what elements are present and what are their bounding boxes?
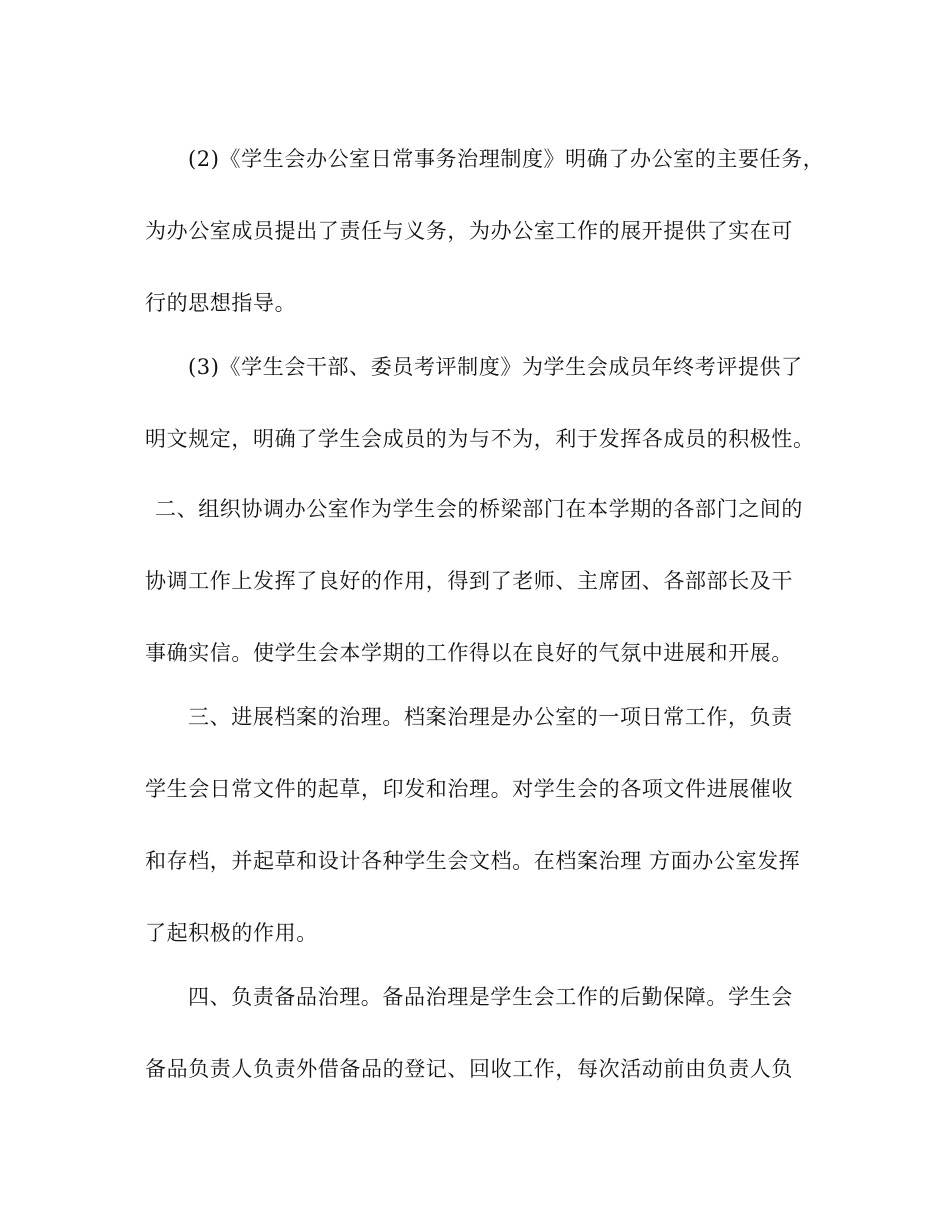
section-3-line-2: 学生会日常文件的起草，印发和治理。对学生会的各项文件进展催收: [145, 777, 793, 801]
section-3-line-3: 和存档，并起草和设计各种学生会文档。在档案治理 方面办公室发挥: [145, 849, 801, 873]
section-4-line-2: 备品负责人负责外借备品的登记、回收工作，每次活动前由负责人负: [145, 1057, 793, 1081]
section-3-line-4: 了起积极的作用。: [145, 921, 318, 945]
section-2-line-2: 协调工作上发挥了良好的作用，得到了老师、主席团、各部部长及干: [145, 569, 793, 593]
paragraph-2-line-1: (2)《学生会办公室日常事务治理制度》明确了办公室的主要任务，: [188, 147, 825, 171]
section-3-line-1: 三、进展档案的治理。档案治理是办公室的一项日常工作，负责: [188, 705, 793, 729]
paragraph-2-line-3: 行的思想指导。: [145, 291, 297, 315]
section-2-line-1: 二、组织协调办公室作为学生会的桥梁部门在本学期的各部门之间的: [155, 497, 803, 521]
paragraph-3-line-1: (3)《学生会干部、委员考评制度》为学生会成员年终考评提供了: [188, 355, 803, 379]
section-2-line-3: 事确实信。使学生会本学期的工作得以在良好的气氛中进展和开展。: [145, 641, 793, 665]
paragraph-2-line-2: 为办公室成员提出了责任与义务，为办公室工作的展开提供了实在可: [145, 219, 793, 243]
section-4-line-1: 四、负责备品治理。备品治理是学生会工作的后勤保障。学生会: [188, 985, 793, 1009]
paragraph-3-line-2: 明文规定，明确了学生会成员的为与不为，利于发挥各成员的积极性。: [145, 427, 815, 451]
